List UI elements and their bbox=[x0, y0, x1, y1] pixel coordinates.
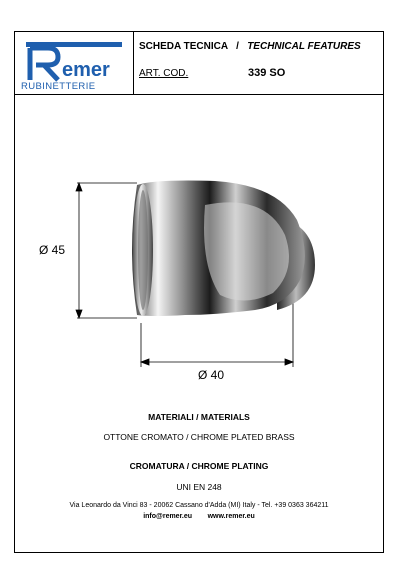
logo-subtitle: RUBINETTERIE bbox=[21, 81, 96, 92]
footer-email[interactable]: info@remer.eu bbox=[143, 513, 193, 520]
materials-value: OTTONE CROMATO / CHROME PLATED BRASS bbox=[103, 432, 295, 442]
width-dimension-label: Ø 40 bbox=[198, 368, 225, 382]
height-dimension-label: Ø 45 bbox=[39, 243, 66, 257]
header-vertical-divider bbox=[133, 32, 134, 94]
materials-heading: MATERIALI / MATERIALS bbox=[148, 412, 250, 422]
logo-wordmark: emer bbox=[62, 59, 110, 81]
article-code-value: 339 SO bbox=[248, 67, 286, 79]
article-code-label: ART. COD. bbox=[139, 68, 189, 79]
technical-sheet bbox=[14, 31, 384, 553]
plating-heading: CROMATURA / CHROME PLATING bbox=[129, 461, 269, 471]
title-separator: / bbox=[236, 41, 239, 52]
footer-website[interactable]: www.remer.eu bbox=[207, 513, 255, 520]
height-dimension-line bbox=[76, 183, 137, 318]
footer-address: Via Leonardo da Vinci 83 - 20062 Cassano d'Adda (MI) Italy - Tel. +39 0363 364211 bbox=[69, 502, 329, 509]
footer-contacts bbox=[15, 513, 383, 520]
product-drawing bbox=[15, 95, 385, 395]
title-english: TECHNICAL FEATURES bbox=[247, 41, 361, 52]
plating-value: UNI EN 248 bbox=[176, 482, 222, 492]
sheet-title bbox=[139, 41, 361, 52]
title-italian: SCHEDA TECNICA bbox=[139, 41, 228, 52]
